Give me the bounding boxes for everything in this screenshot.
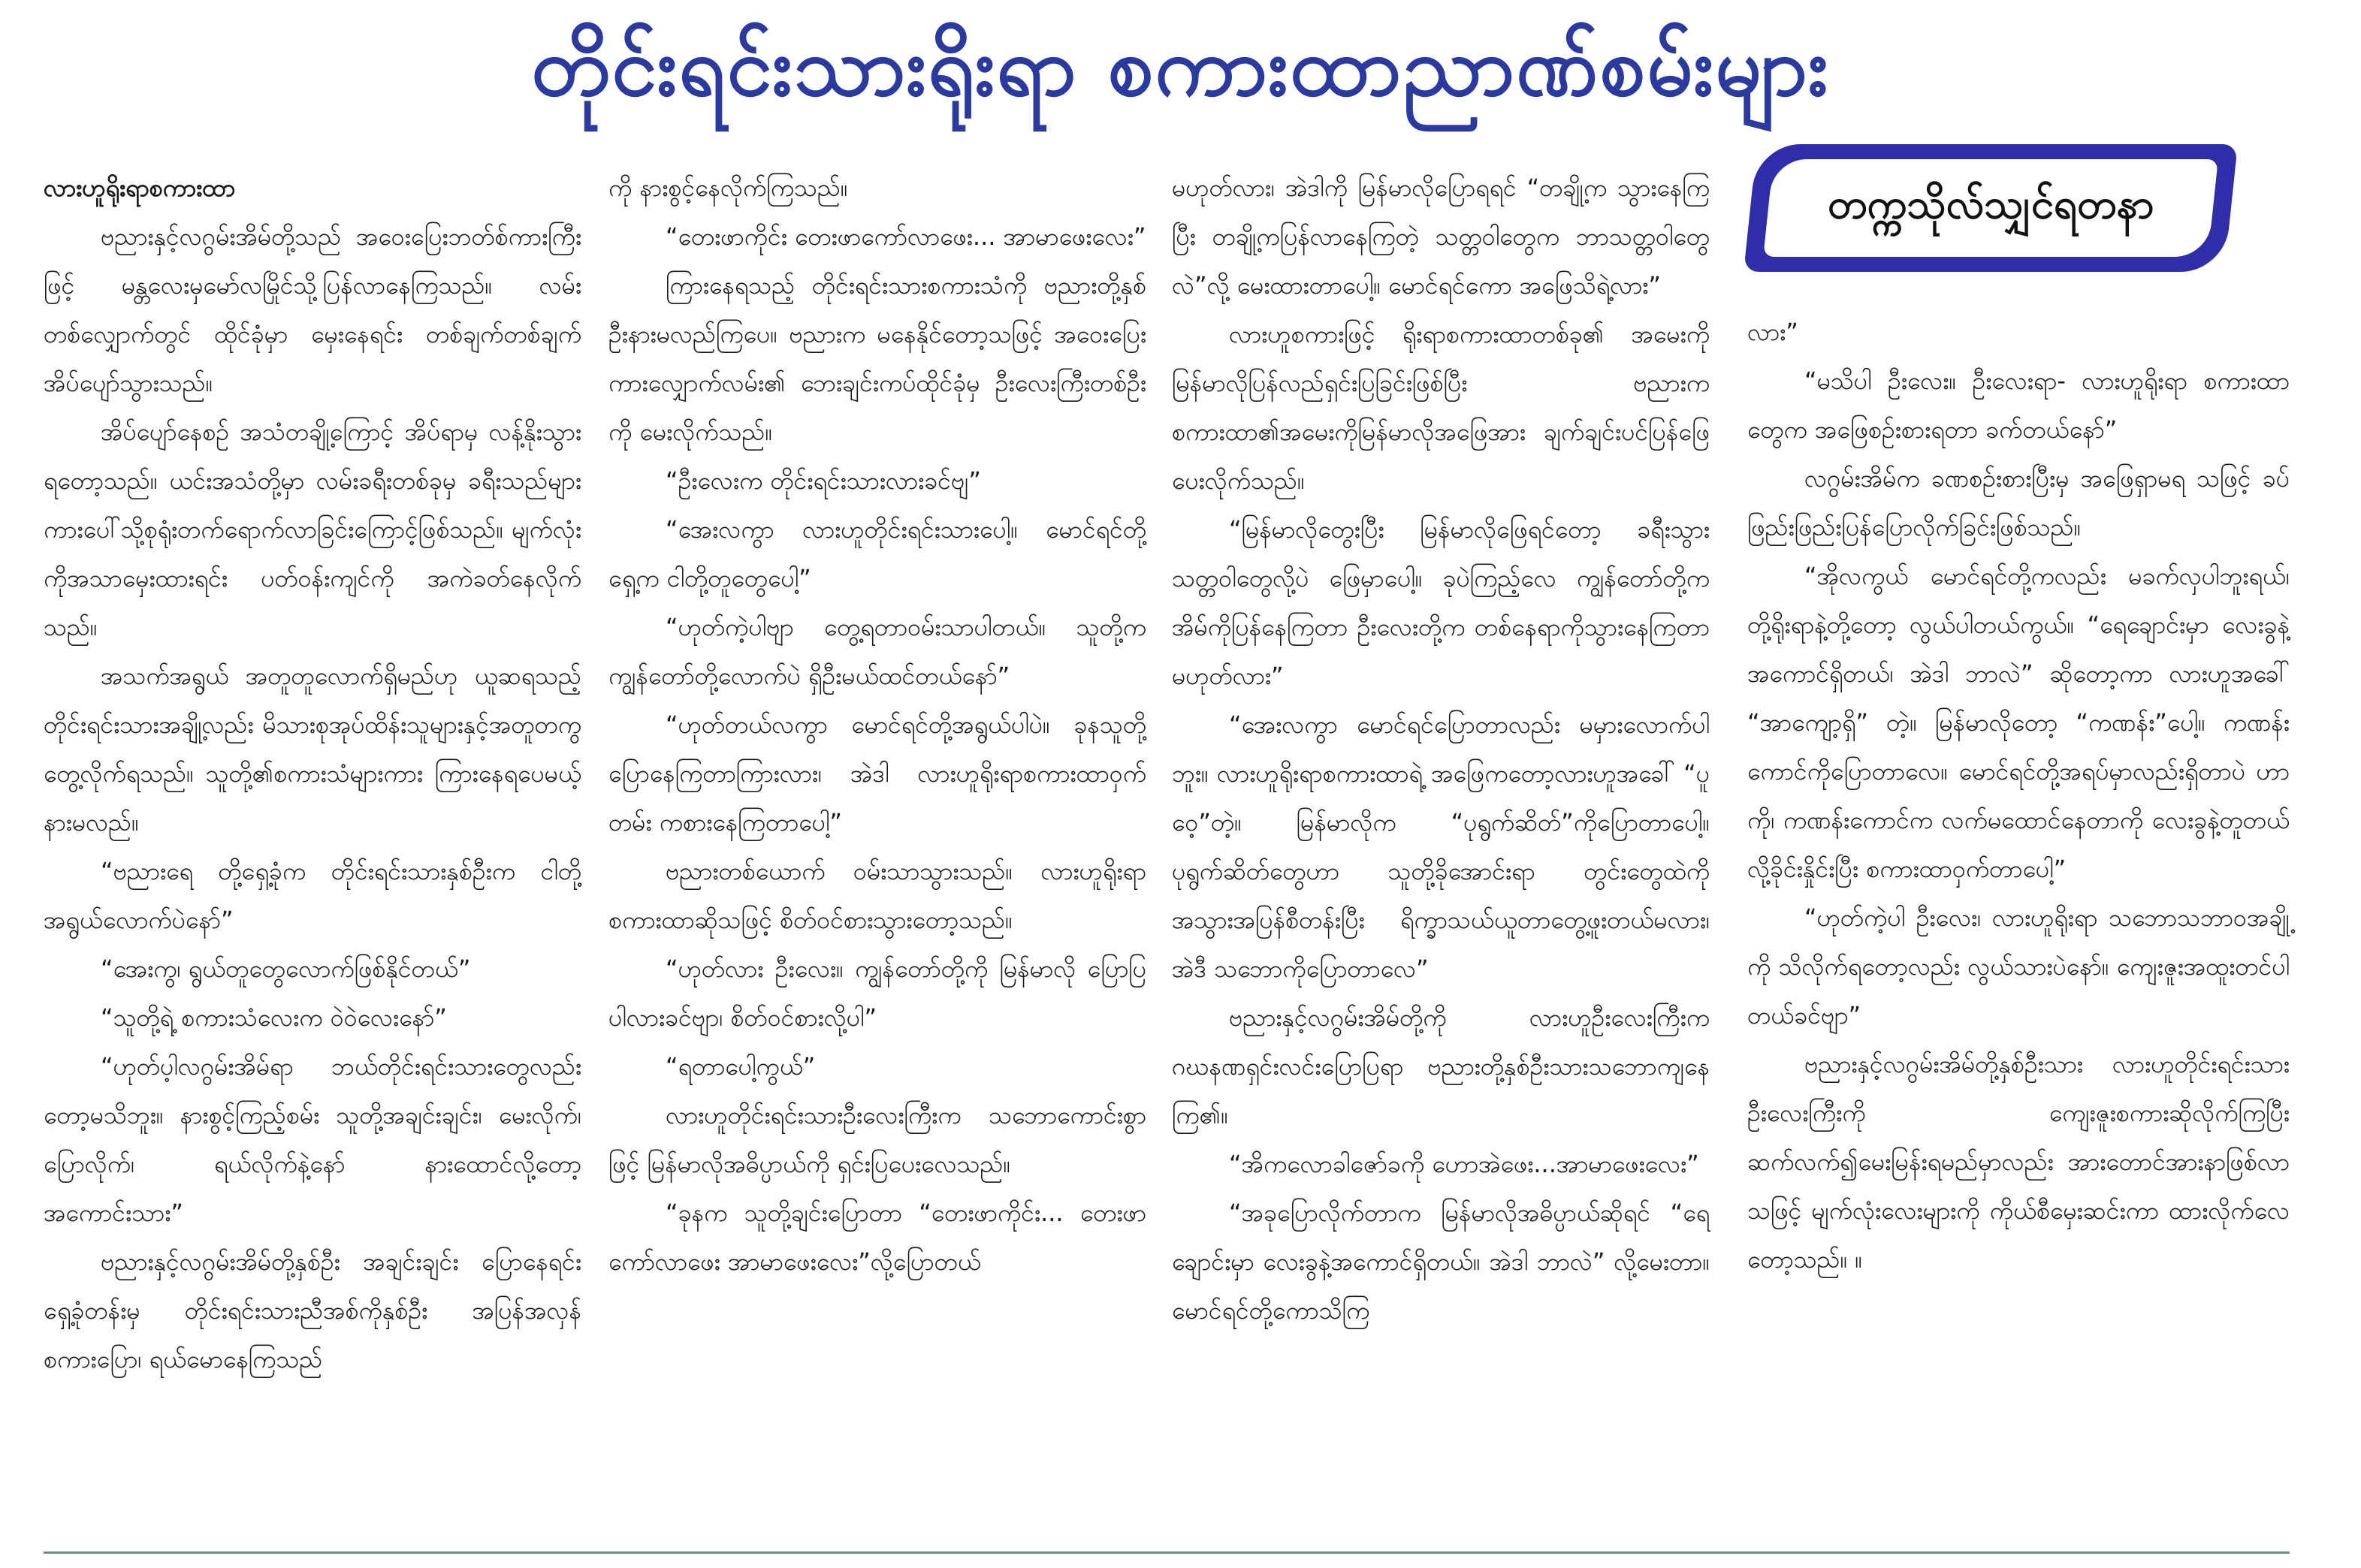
paragraph: အသက်အရွယ် အတူတူလောက်ရှိမည်ဟု ယူဆရသည့် တိုင်းရင်းသားအချို့လည်း မိသားစုအုပ်ထိန်းသူများနှင့်အတူတကွ တွေ့လိုက်ရသည်။ သူတို့၏စကားသံများကား ကြားနေရပေမယ့် နားမလည်။ bbox=[44, 662, 581, 837]
paragraph: “သူတို့ရဲ့ စကားသံလေးက ဝဲဝဲလေးနော်” bbox=[101, 1003, 447, 1032]
text-column-2 bbox=[608, 164, 1146, 1286]
paragraph: “ဟုတ်တယ်လကွာ မောင်ရင်တို့အရွယ်ပါပဲ။ ခုနသူတို့ပြောနေကြတာကြားလား၊ အဲဒါ လားဟူရိုးရာစကားထာဝှက်တမ်း ကစားနေကြတာပေါ့” bbox=[608, 710, 1146, 837]
text-column-3 bbox=[1172, 164, 1710, 1335]
paragraph: “ရတာပေါ့ကွယ်” bbox=[666, 1052, 816, 1081]
paragraph: အိပ်ပျော်နေစဉ် အသံတချို့ကြောင့် အိပ်ရာမှ လန့်နိုးသွားရတော့သည်။ ယင်းအသံတို့မှာ လမ်းခရီးတစ်ခုမှ ခရီးသည်များ ကားပေါ်သို့စုရုံးတက်ရောက်လာခြင်းကြောင့်ဖြစ်သည်။ မျက်လုံးကိုအသာမှေးထားရင်း ပတ်ဝန်းကျင်ကို အကဲခတ်နေလိုက်သည်။ bbox=[44, 418, 581, 641]
paragraph: “ဟုတ်ပ့ါလဂွမ်းအိမ်ရာ ဘယ်တိုင်းရင်းသားတွေလည်းတော့မသိဘူး။ နားစွင့်ကြည့်စမ်း သူတို့အချင်းချင်း၊ မေးလိုက်၊ ပြောလိုက်၊ ရယ်လိုက်နဲ့နော် နားထောင်လို့တော့ အကောင်းသား” bbox=[44, 1052, 581, 1227]
paragraph: လားဟူစကားဖြင့် ရိုးရာစကားထာတစ်ခု၏ အမေးကို မြန်မာလိုပြန်လည်ရှင်းပြခြင်းဖြစ်ပြီး ဗညားကစကားထာ၏အမေးကိုမြန်မာလိုအဖြေအား ချက်ချင်းပင်ပြန်ဖြေပေးလိုက်သည်။ bbox=[1172, 320, 1710, 495]
text-column-1 bbox=[44, 164, 581, 1384]
paragraph: လားဟူတိုင်းရင်းသားဦးလေးကြီးက သဘောကောင်းစွာဖြင့် မြန်မာလိုအဓိပ္ပာယ်ကို ရှင်းပြပေးလေသည်။ bbox=[608, 1101, 1146, 1178]
paragraph: “ဦးလေးက တိုင်းရင်းသားလားခင်ဗျ” bbox=[666, 466, 981, 495]
bottom-divider bbox=[44, 1551, 2290, 1554]
author-badge-inner bbox=[1763, 159, 2218, 257]
paragraph: “ဟုတ်ကဲ့ပါ ဦးလေး၊ လားဟူရိုးရာ သဘောသဘာဝအချို့ကို သိလိုက်ရတော့လည်း လွယ်သားပဲနော်။ ကျေးဇူးအထူးတင်ပါတယ်ခင်ဗျာ” bbox=[1747, 903, 2290, 1030]
paragraph: “ဟုတ်ကဲ့ပါဗျာ တွေ့ရတာဝမ်းသာပါတယ်။ သူတို့က ကျွန်တော်တို့လောက်ပဲ ရှိဦးမယ်ထင်တယ်နော်” bbox=[608, 613, 1146, 690]
paragraph: “မသိပါ ဦးလေး။ ဦးလေးရာ- လားဟူရိုးရာ စကားထာတွေက အဖြေစဉ်းစားရတာ ခက်တယ်နော်” bbox=[1747, 366, 2290, 444]
paragraph: ဗညားတစ်ယောက် ဝမ်းသာသွားသည်။ လားဟူရိုးရာစကားထာဆိုသဖြင့် စိတ်ဝင်စားသွားတော့သည်။ bbox=[608, 857, 1146, 934]
paragraph: “အေးကွ၊ ရွယ်တူတွေလောက်ဖြစ်နိုင်တယ်” bbox=[101, 954, 471, 983]
paragraph: “မြန်မာလိုတွေးပြီး မြန်မာလိုဖြေရင်တော့ ခရီးသွားသတ္တဝါတွေလို့ပဲ ဖြေမှာပေါ့။ ခုပဲကြည့်လေ ကျွန်တော်တို့က အိမ်ကိုပြန်နေကြတာ ဦးလေးတို့က တစ်နေရာကိုသွားနေကြတာ မဟုတ်လား” bbox=[1172, 515, 1710, 690]
article-title: တိုင်းရင်းသားရိုးရာ စကားထာညာဏ်စမ်းများ bbox=[531, 20, 1830, 114]
paragraph: “ခုနက သူတို့ချင်းပြောတာ “တေးဖာကိုင်း... တေးဖာကော်လာဖေး အာမာဖေးလေး”လို့ပြောတယ် bbox=[608, 1199, 1146, 1276]
paragraph: ကြားနေရသည့် တိုင်းရင်းသားစကားသံကို ဗညားတို့နှစ်ဦးနားမလည်ကြပေ။ ဗညားက မနေနိုင်တော့သဖြင့် အဝေးပြေးကားလျှောက်လမ်း၏ ဘေးချင်းကပ်ထိုင်ခုံမှ ဦးလေးကြီးတစ်ဦးကို မေးလိုက်သည်။ bbox=[608, 271, 1146, 446]
paragraph: ဗညားနှင့်လဂွမ်းအိမ်တို့ကို လားဟူဦးလေးကြီးက ဂဃနဏရှင်းလင်းပြောပြရာ ဗညားတို့နှစ်ဦးသားသဘောကျနေကြ၏။ bbox=[1172, 1003, 1710, 1129]
paragraph: ဗညားနှင့်လဂွမ်းအိမ်တို့သည် အဝေးပြေးဘတ်စ်ကားကြီးဖြင့် မန္တလေးမှမော်လမြိုင်သို့ပြန်လာနေကြသည်။ လမ်းတစ်လျှောက်တွင် ထိုင်ခုံမှာ မှေးနေရင်း တစ်ချက်တစ်ချက် အိပ်ပျော်သွားသည်။ bbox=[44, 222, 581, 397]
paragraph: ဗညားနှင့်လဂွမ်းအိမ်တို့နှစ်ဦးသား လားဟူတိုင်းရင်းသားဦးလေးကြီးကို ကျေးဇူးစကားဆိုလိုက်ကြပြီး ဆက်လက်၍မေးမြန်းရမည်မှာလည်း အားတောင်အားနာဖြစ်လာသဖြင့် မျက်လုံးလေးများကို ကိုယ်စီမှေးဆင်းကာ ထားလိုက်လေတော့သည်။ ။ bbox=[1747, 1050, 2290, 1274]
paragraph: “အိုလကွယ် မောင်ရင်တို့ကလည်း မခက်လှပါဘူးရယ်၊ တို့ရိုးရာနဲ့တို့တော့ လွယ်ပါတယ်ကွယ်။ “ရေချောင်းမှာ လေးခွနဲ့အကောင်ရှိတယ်၊ အဲဒါ ဘာလဲ” ဆိုတော့ကာ လားဟူအခေါ် “အာကျော့ရှိ” တဲ့။ မြန်မာလိုတော့ “ကဏန်း”ပေါ့။ ကဏန်းကောင်ကိုပြောတာလေ။ မောင်ရင်တို့အရပ်မှာလည်းရှိတာပဲ ဟာကို၊ ကဏန်းကောင်က လက်မထောင်နေတာကို လေးခွနဲ့တူတယ်လို့ခိုင်းနှိုင်းပြီး စကားထာဝှက်တာပေါ့” bbox=[1747, 562, 2290, 883]
author-name: တက္ကသိုလ်သျှင်ရတနာ bbox=[1827, 179, 2154, 228]
paragraph: “အခုပြောလိုက်တာက မြန်မာလိုအဓိပ္ပာယ်ဆိုရင် “ရေချောင်းမှာ လေးခွနဲ့အကောင်ရှိတယ်။ အဲဒါ ဘာလဲ” လို့မေးတာ။ မောင်ရင်တို့ကောသိကြ bbox=[1172, 1199, 1710, 1325]
paragraph: “အေးလကွာ မောင်ရင်ပြောတာလည်း မမှားလောက်ပါဘူး။ လားဟူရိုးရာစကားထာရဲ့ အဖြေကတော့လားဟူအခေါ် “ပူဝေ့”တဲ့။ မြန်မာလိုက “ပုရွက်ဆိတ်”ကိုပြောတာပေါ့။ ပုရွက်ဆိတ်တွေဟာ သူတို့ခိုအောင်းရာ တွင်းတွေထဲကို အသွားအပြန်စီတန်းပြီး ရိက္ခာသယ်ယူတာတွေ့ဖူးတယ်မလား၊ အဲဒီ သဘောကိုပြောတာလေ” bbox=[1172, 710, 1710, 983]
paragraph: လား” bbox=[1747, 318, 1798, 346]
paragraph: “အိကလောခါဇော်ခကို ဟောအဲဖေး...အာမာဖေးလေး” bbox=[1229, 1150, 1699, 1178]
section-subheading: လားဟူရိုးရာစကားထာ bbox=[44, 173, 236, 202]
paragraph: “ဗညားရေ တို့ရှေ့ခုံက တိုင်းရင်းသားနှစ်ဦးက ငါတို့အရွယ်လောက်ပဲနော်” bbox=[44, 857, 581, 934]
author-badge bbox=[1744, 144, 2238, 272]
paragraph: “ဟုတ်လား ဦးလေး။ ကျွန်တော်တို့ကို မြန်မာလို ပြောပြပါလားခင်ဗျာ၊ စိတ်ဝင်စားလို့ပါ” bbox=[608, 954, 1146, 1032]
paragraph: လဂွမ်းအိမ်က ခဏစဉ်းစားပြီးမှ အဖြေရှာမရ သဖြင့် ခပ်ဖြည်းဖြည်းပြန်ပြောလိုက်ခြင်းဖြစ်သည်။ bbox=[1747, 464, 2290, 541]
paragraph: “တေးဖာကိုင်း တေးဖာကော်လာဖေး... အာမာဖေးလေး” bbox=[666, 222, 1146, 251]
text-column-4 bbox=[1747, 308, 2290, 1284]
paragraph: “အေးလကွာ လားဟူတိုင်းရင်းသားပေါ့။ မောင်ရင်တို့ရှေ့က ငါတို့တူတွေပေါ့” bbox=[608, 515, 1146, 593]
paragraph: ကို နားစွင့်နေလိုက်ကြသည်။ bbox=[608, 173, 848, 202]
paragraph: ဗညားနှင့်လဂွမ်းအိမ်တို့နှစ်ဦး အချင်းချင်း ပြောနေရင်း ရှေ့ခုံတန်းမှ တိုင်းရင်းသားညီအစ်ကိုနှစ်ဦး အပြန်အလှန်စကားပြော၊ ရယ်မောနေကြသည် bbox=[44, 1247, 581, 1374]
paragraph: မဟုတ်လား၊ အဲဒါကို မြန်မာလိုပြောရရင် “တချို့က သွားနေကြပြီး တချို့ကပြန်လာနေကြတဲ့ သတ္တဝါတွေက ဘာသတ္တဝါတွေလဲ”လို့ မေးထားတာပေါ့။ မောင်ရင်ကော အဖြေသိရဲ့လား” bbox=[1172, 173, 1710, 300]
